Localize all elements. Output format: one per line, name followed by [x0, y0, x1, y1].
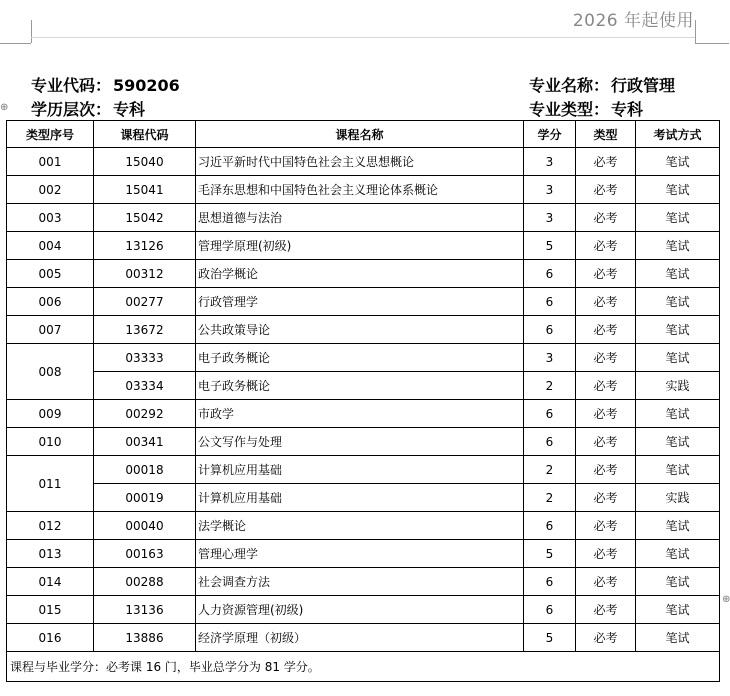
cell-exam-method: 笔试	[636, 344, 720, 372]
cell-credit: 6	[524, 428, 576, 456]
cell-exam-method: 实践	[636, 372, 720, 400]
cell-exam-method: 笔试	[636, 232, 720, 260]
cell-credit: 6	[524, 568, 576, 596]
cell-course-type: 必考	[576, 148, 636, 176]
major-code-label: 专业代码：	[31, 76, 112, 95]
cell-credit: 5	[524, 624, 576, 652]
cell-type-seq: 012	[7, 512, 94, 540]
cell-exam-method: 笔试	[636, 316, 720, 344]
cell-course-name: 行政管理学	[196, 288, 524, 316]
cell-course-code: 13672	[94, 316, 196, 344]
table-row	[7, 176, 720, 204]
table-row	[7, 148, 720, 176]
table-row	[7, 204, 720, 232]
header-exam-method: 考试方式	[636, 121, 720, 148]
header-type-seq: 类型序号	[7, 121, 94, 148]
cell-exam-method: 笔试	[636, 260, 720, 288]
cell-course-code: 15040	[94, 148, 196, 176]
cell-credit: 5	[524, 232, 576, 260]
cell-course-type: 必考	[576, 372, 636, 400]
header-course-code: 课程代码	[94, 121, 196, 148]
cell-type-seq: 013	[7, 540, 94, 568]
cell-course-type: 必考	[576, 624, 636, 652]
cell-course-type: 必考	[576, 596, 636, 624]
cell-type-seq: 011	[7, 456, 94, 512]
table-row	[7, 624, 720, 652]
cell-type-seq: 014	[7, 568, 94, 596]
header-credit: 学分	[524, 121, 576, 148]
major-type-value: 专科	[611, 100, 644, 119]
cell-credit: 6	[524, 512, 576, 540]
cell-credit: 2	[524, 484, 576, 512]
table-row	[7, 400, 720, 428]
cell-course-code: 03334	[94, 372, 196, 400]
education-level-value: 专科	[113, 100, 146, 119]
major-code	[31, 73, 180, 96]
major-name-value: 行政管理	[611, 76, 676, 95]
education-level-label: 学历层次：	[31, 100, 112, 119]
cell-type-seq: 002	[7, 176, 94, 204]
cell-course-type: 必考	[576, 568, 636, 596]
page-corner-mark	[31, 20, 32, 43]
cell-course-code: 13886	[94, 624, 196, 652]
cell-course-code: 00018	[94, 456, 196, 484]
cell-course-code: 00040	[94, 512, 196, 540]
cell-course-type: 必考	[576, 316, 636, 344]
table-row	[7, 484, 720, 512]
cell-credit: 6	[524, 260, 576, 288]
cell-course-code: 13136	[94, 596, 196, 624]
cell-course-name: 习近平新时代中国特色社会主义思想概论	[196, 148, 524, 176]
cell-course-code: 00019	[94, 484, 196, 512]
cell-exam-method: 笔试	[636, 512, 720, 540]
table-resize-icon: ⊕	[722, 594, 730, 605]
cell-type-seq: 001	[7, 148, 94, 176]
table-row	[7, 260, 720, 288]
table-row	[7, 456, 720, 484]
cell-type-seq: 015	[7, 596, 94, 624]
cell-course-name: 人力资源管理(初级)	[196, 596, 524, 624]
cell-course-name: 管理心理学	[196, 540, 524, 568]
cell-type-seq: 009	[7, 400, 94, 428]
cell-type-seq: 007	[7, 316, 94, 344]
cell-course-name: 毛泽东思想和中国特色社会主义理论体系概论	[196, 176, 524, 204]
header-rule	[31, 37, 695, 38]
cell-course-type: 必考	[576, 232, 636, 260]
cell-exam-method: 笔试	[636, 456, 720, 484]
cell-credit: 6	[524, 316, 576, 344]
cell-course-name: 计算机应用基础	[196, 484, 524, 512]
cell-course-name: 公文写作与处理	[196, 428, 524, 456]
cell-course-code: 15041	[94, 176, 196, 204]
table-row	[7, 568, 720, 596]
cell-course-code: 00341	[94, 428, 196, 456]
table-row	[7, 596, 720, 624]
cell-type-seq: 010	[7, 428, 94, 456]
cell-course-type: 必考	[576, 428, 636, 456]
page-corner-mark	[695, 20, 696, 43]
header-year-note[interactable]: 2026 年起使用	[572, 11, 694, 31]
cell-course-type: 必考	[576, 512, 636, 540]
cell-course-type: 必考	[576, 344, 636, 372]
cell-credit: 6	[524, 288, 576, 316]
cell-exam-method: 笔试	[636, 568, 720, 596]
cell-course-name: 思想道德与法治	[196, 204, 524, 232]
table-header-row	[7, 121, 720, 148]
table-row	[7, 372, 720, 400]
cell-course-type: 必考	[576, 484, 636, 512]
page-corner-mark	[695, 43, 729, 44]
cell-course-name: 市政学	[196, 400, 524, 428]
table-row	[7, 540, 720, 568]
cell-exam-method: 笔试	[636, 148, 720, 176]
major-type-label: 专业类型：	[529, 100, 610, 119]
table-row	[7, 512, 720, 540]
cell-course-type: 必考	[576, 204, 636, 232]
table-body	[7, 148, 720, 652]
cell-exam-method: 笔试	[636, 204, 720, 232]
table-row	[7, 232, 720, 260]
table-row	[7, 288, 720, 316]
cell-exam-method: 笔试	[636, 176, 720, 204]
cell-course-code: 00277	[94, 288, 196, 316]
major-name	[529, 73, 675, 96]
cell-type-seq: 005	[7, 260, 94, 288]
cell-credit: 3	[524, 204, 576, 232]
cell-credit: 3	[524, 176, 576, 204]
paragraph-anchor-icon: ⊕	[0, 102, 9, 113]
cell-course-code: 13126	[94, 232, 196, 260]
cell-credit: 3	[524, 148, 576, 176]
course-table	[6, 120, 720, 682]
header-course-name: 课程名称	[196, 121, 524, 148]
cell-type-seq: 006	[7, 288, 94, 316]
cell-exam-method: 笔试	[636, 400, 720, 428]
cell-course-name: 社会调查方法	[196, 568, 524, 596]
table-footer-row	[7, 652, 720, 682]
cell-type-seq: 008	[7, 344, 94, 400]
cell-credit: 5	[524, 540, 576, 568]
major-type	[529, 97, 643, 120]
cell-exam-method: 笔试	[636, 624, 720, 652]
cell-course-code: 00163	[94, 540, 196, 568]
major-name-label: 专业名称：	[529, 76, 610, 95]
education-level	[31, 97, 145, 120]
cell-credit: 3	[524, 344, 576, 372]
cell-course-type: 必考	[576, 456, 636, 484]
cell-exam-method: 笔试	[636, 288, 720, 316]
cell-course-name: 政治学概论	[196, 260, 524, 288]
cell-course-code: 00312	[94, 260, 196, 288]
cell-exam-method: 笔试	[636, 596, 720, 624]
graduation-credit-note: 课程与毕业学分：必考课 16 门，毕业总学分为 81 学分。	[7, 652, 720, 682]
table-row	[7, 344, 720, 372]
cell-exam-method: 笔试	[636, 428, 720, 456]
cell-credit: 6	[524, 400, 576, 428]
cell-credit: 2	[524, 372, 576, 400]
cell-exam-method: 笔试	[636, 540, 720, 568]
cell-exam-method: 实践	[636, 484, 720, 512]
cell-course-type: 必考	[576, 176, 636, 204]
cell-course-type: 必考	[576, 288, 636, 316]
cell-course-name: 法学概论	[196, 512, 524, 540]
cell-course-code: 03333	[94, 344, 196, 372]
cell-course-code: 00292	[94, 400, 196, 428]
cell-course-code: 00288	[94, 568, 196, 596]
cell-course-name: 计算机应用基础	[196, 456, 524, 484]
header-type: 类型	[576, 121, 636, 148]
cell-type-seq: 016	[7, 624, 94, 652]
major-code-value: 590206	[113, 76, 180, 95]
cell-course-name: 电子政务概论	[196, 344, 524, 372]
cell-course-name: 经济学原理（初级）	[196, 624, 524, 652]
cell-credit: 2	[524, 456, 576, 484]
cell-course-type: 必考	[576, 400, 636, 428]
cell-type-seq: 004	[7, 232, 94, 260]
cell-course-type: 必考	[576, 540, 636, 568]
cell-course-type: 必考	[576, 260, 636, 288]
cell-course-name: 电子政务概论	[196, 372, 524, 400]
cell-course-code: 15042	[94, 204, 196, 232]
table-row	[7, 316, 720, 344]
page-corner-mark	[0, 43, 31, 44]
cell-credit: 6	[524, 596, 576, 624]
cell-course-name: 管理学原理(初级)	[196, 232, 524, 260]
table-row	[7, 428, 720, 456]
cell-course-name: 公共政策导论	[196, 316, 524, 344]
cell-type-seq: 003	[7, 204, 94, 232]
